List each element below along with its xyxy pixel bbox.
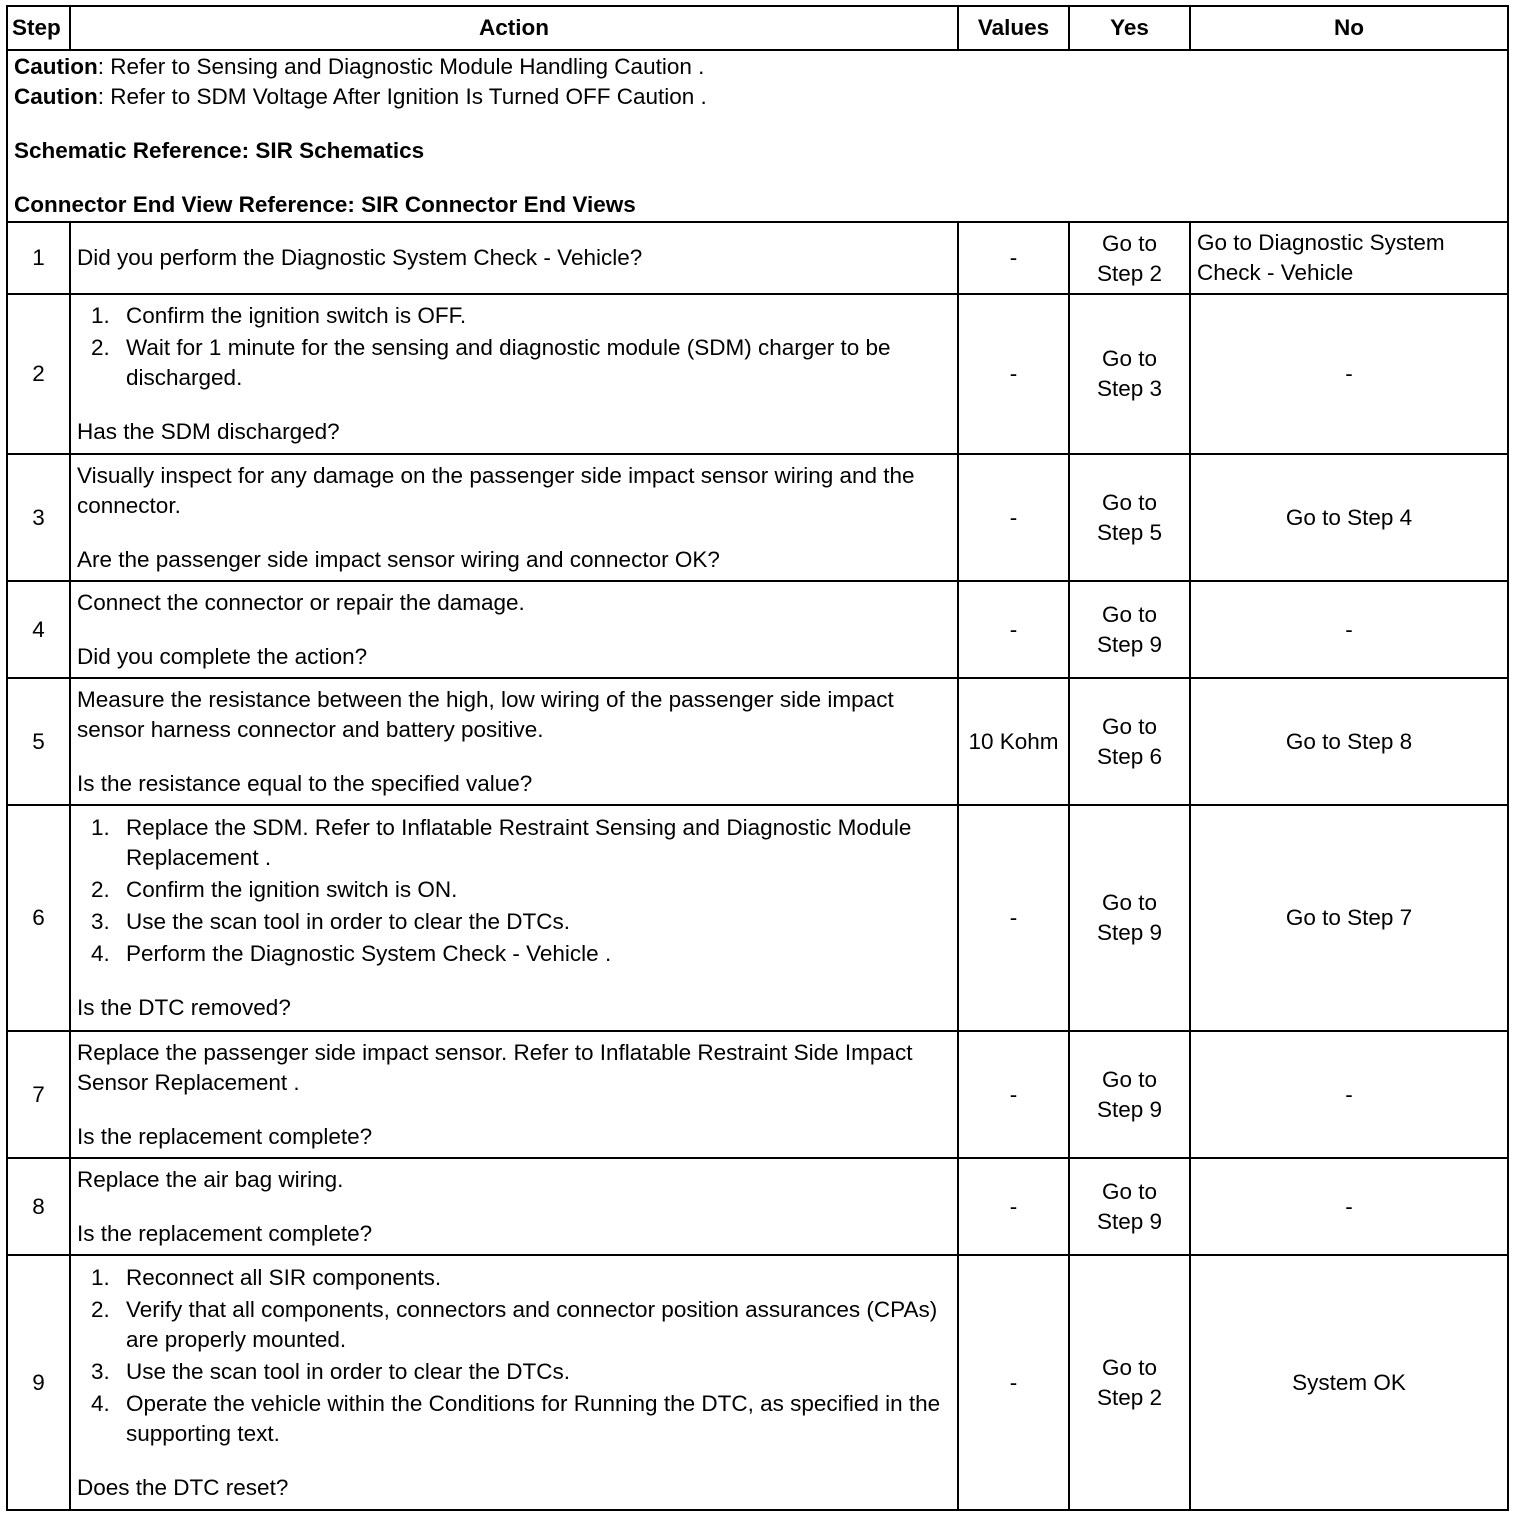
yes-cell: Go to Step 9	[1069, 805, 1190, 1031]
caution-1-text: : Refer to Sensing and Diagnostic Module Handling Caution .	[97, 54, 705, 79]
step-number: 1	[7, 222, 70, 294]
table-row	[7, 1158, 1508, 1255]
value-cell: 10 Kohm	[958, 678, 1069, 805]
value-cell: -	[958, 454, 1069, 581]
yes-cell: Go to Step 2	[1069, 1255, 1190, 1510]
action-text: Measure the resistance between the high, low wiring of the passenger side impact sensor harness connector and battery positive.	[77, 686, 894, 742]
table-row	[7, 1255, 1508, 1510]
diagnostic-table	[6, 5, 1509, 1511]
action-text: Did you perform the Diagnostic System Check - Vehicle?	[77, 245, 643, 270]
action-cell	[70, 1255, 958, 1510]
caution-1	[14, 52, 1501, 82]
header-yes: Yes	[1069, 6, 1190, 50]
no-cell: -	[1190, 1031, 1508, 1158]
action-text: Replace the air bag wiring.	[77, 1166, 344, 1192]
list-item: 2. Confirm the ignition switch is ON.	[91, 877, 458, 902]
action-list	[77, 301, 951, 393]
no-cell: -	[1190, 294, 1508, 454]
action-question: Did you complete the action?	[77, 643, 368, 669]
action-cell	[70, 294, 958, 454]
table-row	[7, 1031, 1508, 1158]
caution-2-text: : Refer to SDM Voltage After Ignition Is Turned OFF Caution .	[97, 84, 707, 109]
step-number: 3	[7, 454, 70, 581]
header-row	[7, 6, 1508, 50]
action-text: Replace the passenger side impact sensor. Refer to Inflatable Restraint Side Impact Sensor Replacement .	[77, 1039, 913, 1095]
value-cell: -	[958, 1158, 1069, 1255]
table-row	[7, 454, 1508, 581]
value-cell: -	[958, 1031, 1069, 1158]
list-item: 1. Confirm the ignition switch is OFF.	[91, 303, 467, 328]
step-number: 6	[7, 805, 70, 1031]
action-list	[77, 1263, 951, 1449]
action-text: Connect the connector or repair the damage.	[77, 589, 525, 615]
action-question: Has the SDM discharged?	[77, 419, 340, 444]
header-step: Step	[7, 6, 70, 50]
schematic-reference: Schematic Reference: SIR Schematics	[14, 138, 425, 163]
no-cell: Go to Step 7	[1190, 805, 1508, 1031]
list-item: 2. Wait for 1 minute for the sensing and diagnostic module (SDM) charger to be discharged.	[91, 335, 891, 390]
table-row	[7, 805, 1508, 1031]
value-cell: -	[958, 581, 1069, 678]
yes-cell: Go to Step 9	[1069, 581, 1190, 678]
table-row	[7, 294, 1508, 454]
no-cell: -	[1190, 1158, 1508, 1255]
no-cell: -	[1190, 581, 1508, 678]
action-cell	[70, 581, 958, 678]
action-text: Visually inspect for any damage on the passenger side impact sensor wiring and the connector.	[77, 462, 915, 518]
list-item: 3. Use the scan tool in order to clear the DTCs.	[91, 909, 570, 934]
value-cell: -	[958, 1255, 1069, 1510]
list-item: 4. Operate the vehicle within the Conditions for Running the DTC, as specified in the supporting text.	[91, 1390, 941, 1446]
yes-cell: Go to Step 9	[1069, 1158, 1190, 1255]
no-cell: Go to Step 4	[1190, 454, 1508, 581]
header-action: Action	[70, 6, 958, 50]
step-number: 9	[7, 1255, 70, 1510]
list-item: 3. Use the scan tool in order to clear the DTCs.	[91, 1358, 570, 1384]
table-row	[7, 581, 1508, 678]
diagnostic-page	[6, 5, 1509, 1511]
list-item: 4. Perform the Diagnostic System Check - Vehicle .	[91, 941, 612, 966]
action-question: Are the passenger side impact sensor wiring and connector OK?	[77, 546, 720, 572]
action-cell	[70, 678, 958, 805]
yes-cell: Go to Step 3	[1069, 294, 1190, 454]
yes-cell: Go to Step 2	[1069, 222, 1190, 294]
action-question: Is the replacement complete?	[77, 1123, 373, 1149]
no-cell: Go to Step 8	[1190, 678, 1508, 805]
step-number: 5	[7, 678, 70, 805]
yes-cell: Go to Step 5	[1069, 454, 1190, 581]
table-row	[7, 222, 1508, 294]
caution-label: Caution	[14, 84, 98, 109]
table-row	[7, 678, 1508, 805]
action-list	[77, 813, 951, 969]
yes-cell: Go to Step 6	[1069, 678, 1190, 805]
value-cell: -	[958, 805, 1069, 1031]
action-cell	[70, 222, 958, 294]
no-cell: System OK	[1190, 1255, 1508, 1510]
intro-cell	[7, 50, 1508, 222]
step-number: 7	[7, 1031, 70, 1158]
action-question: Is the replacement complete?	[77, 1220, 373, 1246]
yes-cell: Go to Step 9	[1069, 1031, 1190, 1158]
value-cell: -	[958, 222, 1069, 294]
value-cell: -	[958, 294, 1069, 454]
step-number: 8	[7, 1158, 70, 1255]
header-no: No	[1190, 6, 1508, 50]
action-question: Is the DTC removed?	[77, 995, 291, 1020]
step-number: 4	[7, 581, 70, 678]
action-cell	[70, 454, 958, 581]
list-item: 1. Reconnect all SIR components.	[91, 1264, 442, 1290]
caution-2	[14, 82, 1501, 112]
action-cell	[70, 805, 958, 1031]
action-cell	[70, 1031, 958, 1158]
step-number: 2	[7, 294, 70, 454]
list-item: 2. Verify that all components, connectors and connector position assurances (CPAs) are properly mounted.	[91, 1296, 938, 1352]
action-question: Does the DTC reset?	[77, 1474, 289, 1500]
action-question: Is the resistance equal to the specified value?	[77, 770, 533, 796]
action-cell	[70, 1158, 958, 1255]
caution-label: Caution	[14, 54, 98, 79]
header-values: Values	[958, 6, 1069, 50]
no-cell: Go to Diagnostic System Check - Vehicle	[1190, 222, 1508, 294]
intro-row	[7, 50, 1508, 222]
connector-reference: Connector End View Reference: SIR Connector End Views	[14, 192, 636, 217]
list-item: 1. Replace the SDM. Refer to Inflatable Restraint Sensing and Diagnostic Module Replacement .	[91, 815, 912, 870]
